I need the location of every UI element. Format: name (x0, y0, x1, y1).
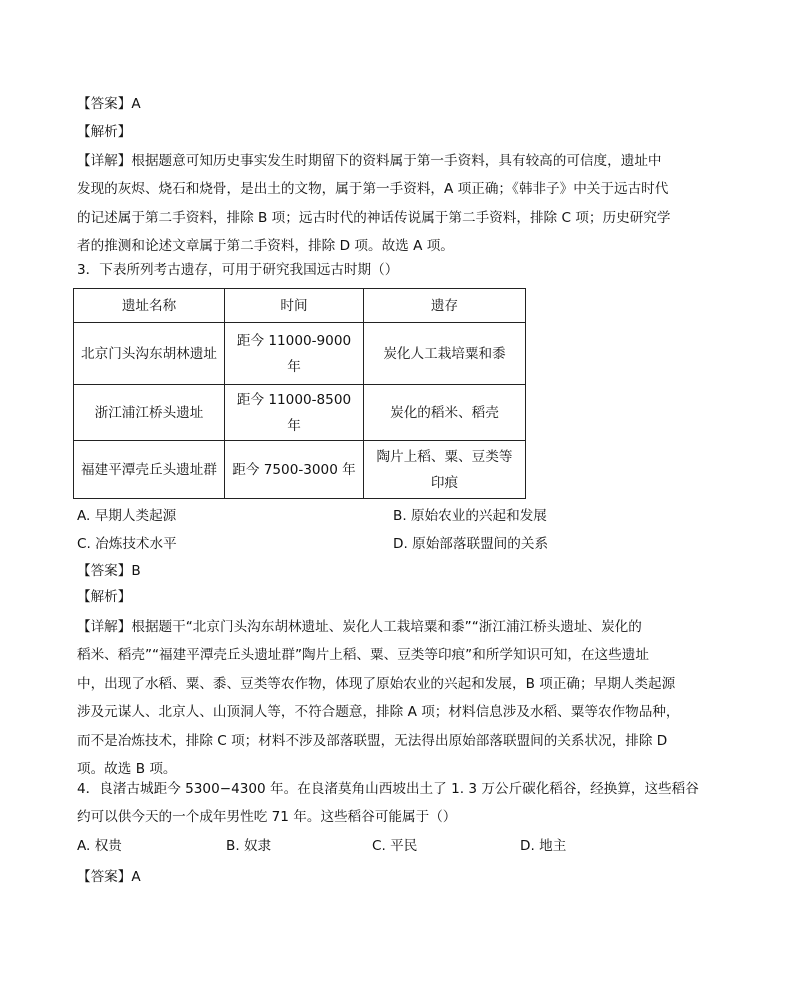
q4-option-b: B. 奴隶 (226, 838, 272, 854)
q2-detail (77, 147, 718, 261)
q3-option-c: C. 冶炼技术水平 (77, 536, 177, 552)
q3-stem: 3．下表所列考古遗存，可用于研究我国远古时期（） (77, 262, 399, 278)
detail-line: 【详解】根据题干“北京门头沟东胡林遗址、炭化人工栽培粟和黍”“浙江浦江桥头遗址、炭化的 (77, 619, 642, 635)
detail-line: 项。故选 B 项。 (77, 761, 177, 778)
table-header-cell: 遗存 (364, 289, 526, 323)
q4-stem (77, 775, 718, 832)
table-cell: 距今 11000-8500 年 (225, 385, 364, 441)
answer-tag: 【答案】 (77, 869, 132, 885)
answer-tag: 【答案】 (77, 96, 132, 112)
relic-table (73, 288, 526, 499)
detail-line: 的记述属于第二手资料，排除 B 项；远古时代的神话传说属于第二手资料，排除 C 项；历史研究学 (77, 209, 671, 226)
q4-option-d: D. 地主 (520, 838, 567, 854)
q3-option-d: D. 原始部落联盟间的关系 (393, 536, 549, 552)
table-cell: 炭化的稻米、稻壳 (364, 385, 526, 441)
table-cell: 炭化人工栽培粟和黍 (364, 323, 526, 385)
stem-line: 4．良渚古城距今 5300−4300 年。在良渚莫角山西坡出土了 1. 3 万公斤碳化稻谷，经换算，这些稻谷 (77, 781, 699, 797)
q4-answer (77, 866, 141, 888)
table-row (74, 385, 526, 441)
table-cell: 距今 11000-9000 年 (225, 323, 364, 385)
q3-answer (77, 560, 141, 582)
q4-option-c: C. 平民 (372, 838, 418, 854)
detail-line: 发现的灰烬、烧石和烧骨，是出土的文物，属于第一手资料，A 项正确；《韩非子》中关于远古时代 (77, 181, 669, 198)
detail-line: 涉及元谋人、北京人、山顶洞人等，不符合题意，排除 A 项；材料信息涉及水稻、粟等农作物品种， (77, 704, 680, 721)
q2-answer (77, 93, 141, 115)
q2-analysis-tag: 【解析】 (77, 124, 132, 140)
stem-line: 约可以供今天的一个成年男性吃 71 年。这些稻谷可能属于（） (77, 809, 457, 826)
q4-option-a: A. 权贵 (77, 838, 122, 854)
answer-value: A (131, 869, 141, 885)
table-cell: 北京门头沟东胡林遗址 (74, 323, 225, 385)
detail-line: 稻米、稻壳”“福建平潭壳丘头遗址群”陶片上稻、粟、豆类等印痕”和所学知识可知，在这些遗址 (77, 647, 649, 664)
q3-detail (77, 613, 718, 783)
answer-tag: 【答案】 (77, 563, 132, 579)
table-cell: 福建平潭壳丘头遗址群 (74, 441, 225, 499)
table-cell: 距今 7500-3000 年 (225, 441, 364, 499)
table-header-cell: 时间 (225, 289, 364, 323)
detail-line: 中，出现了水稻、粟、黍、豆类等农作物，体现了原始农业的兴起和发展，B 项正确；早期人类起源 (77, 675, 676, 692)
table-row (74, 323, 526, 385)
table-header-row (74, 289, 526, 323)
detail-line: 【详解】根据题意可知历史事实发生时期留下的资料属于第一手资料，具有较高的可信度，遗址中 (77, 153, 662, 169)
table-header-cell: 遗址名称 (74, 289, 225, 323)
q3-option-a: A. 早期人类起源 (77, 508, 177, 524)
answer-value: B (131, 563, 141, 579)
q3-analysis-tag: 【解析】 (77, 589, 132, 605)
detail-line: 者的推测和论述文章属于第二手资料，排除 D 项。故选 A 项。 (77, 238, 454, 255)
q3-option-b: B. 原始农业的兴起和发展 (393, 508, 547, 524)
table-row (74, 441, 526, 499)
table-cell: 浙江浦江桥头遗址 (74, 385, 225, 441)
answer-value: A (131, 96, 141, 112)
detail-line: 而不是冶炼技术，排除 C 项；材料不涉及部落联盟，无法得出原始部落联盟间的关系状况，排除 D (77, 732, 668, 749)
table-cell: 陶片上稻、粟、豆类等印痕 (364, 441, 526, 499)
